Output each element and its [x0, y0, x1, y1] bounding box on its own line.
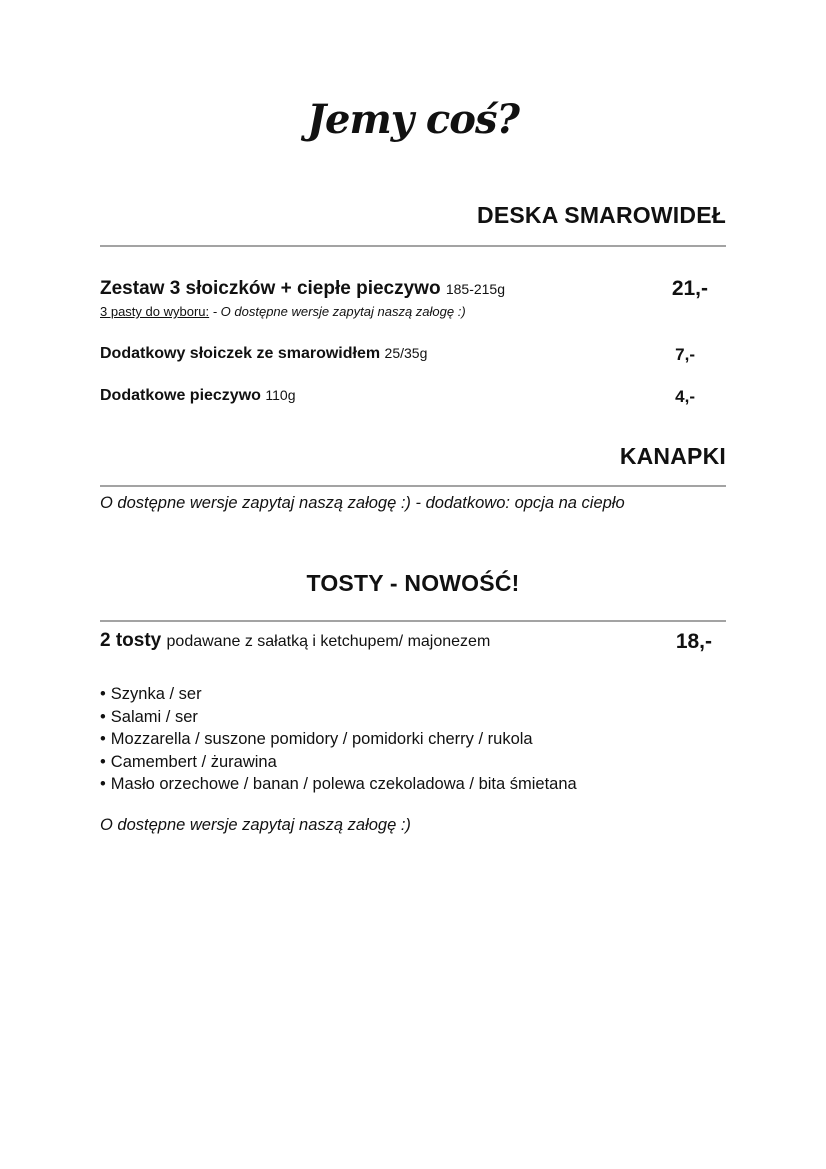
page-title: Jemy coś? [307, 96, 519, 143]
section-heading-kanapki: KANAPKI [619, 443, 726, 469]
menu-item-pieczywo [100, 387, 295, 405]
item-desc: podawane z sałatką i ketchupem/ majonezem [166, 633, 491, 650]
list-item: • Salami / ser [100, 706, 577, 729]
note-label: 3 pasty do wyboru: [100, 304, 210, 319]
list-item: • Masło orzechowe / banan / polewa czekoladowa / bita śmietana [100, 773, 577, 796]
section-divider [100, 620, 726, 622]
tosty-options-list [100, 683, 577, 796]
item-name: Zestaw 3 słoiczków + ciepłe pieczywo [100, 278, 441, 299]
section-heading-deska: DESKA SMAROWIDEŁ [477, 202, 726, 228]
menu-item-tosty [100, 630, 490, 652]
item-price: 7,- [675, 345, 695, 364]
item-price: 18,- [675, 630, 712, 653]
section-divider [100, 485, 726, 487]
item-weight: 25/35g [384, 345, 428, 361]
item-note [100, 304, 466, 319]
item-name: 2 tosty [100, 630, 162, 651]
tosty-note: O dostępne wersje zapytaj naszą załogę :) [100, 816, 411, 834]
section-divider [100, 245, 726, 247]
kanapki-note: O dostępne wersje zapytaj naszą załogę :) - dodatkowo: opcja na ciepło [100, 494, 625, 512]
item-price: 21,- [671, 277, 708, 300]
item-weight: 110g [265, 387, 296, 403]
menu-item-sloiczek [100, 345, 427, 363]
menu-item-zestaw [100, 278, 505, 300]
list-item: • Camembert / żurawina [100, 751, 577, 774]
section-heading-tosty: TOSTY - NOWOŚĆ! [306, 570, 520, 596]
item-name: Dodatkowy słoiczek ze smarowidłem [100, 345, 381, 362]
list-item: • Mozzarella / suszone pomidory / pomidorki cherry / rukola [100, 728, 577, 751]
list-item: • Szynka / ser [100, 683, 577, 706]
item-weight: 185-215g [445, 281, 506, 297]
item-price: 4,- [675, 387, 695, 406]
note-text: - O dostępne wersje zapytaj naszą załogę :) [209, 304, 466, 319]
item-name: Dodatkowe pieczywo [100, 387, 261, 404]
